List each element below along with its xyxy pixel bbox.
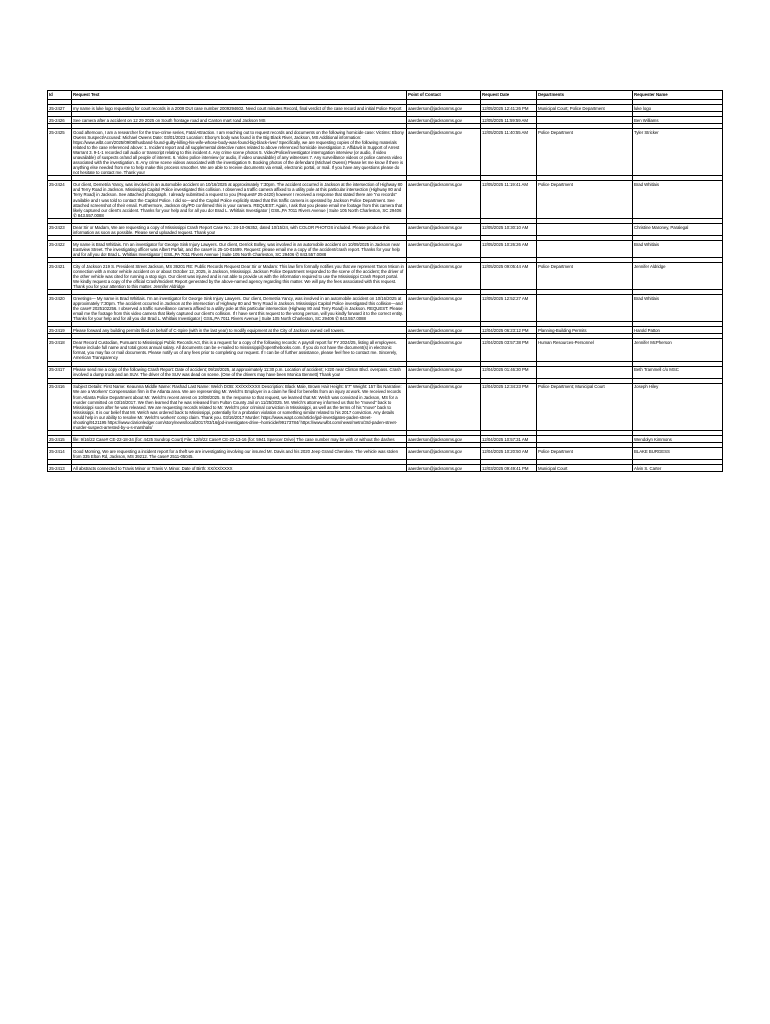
table-body	[48, 100, 723, 472]
request-id: 25-2418	[48, 339, 72, 361]
request-date: 12/04/2025 06:23:12 PM	[481, 327, 537, 334]
table-row	[48, 116, 723, 123]
requester-name: Brad Whitlais	[633, 181, 723, 218]
header-request-text: Request Text	[72, 91, 407, 100]
table-row	[48, 465, 723, 472]
departments	[537, 366, 633, 378]
request-date: 12/04/2025 01:46:30 PM	[481, 366, 537, 378]
request-date: 12/05/2025 12:41:26 PM	[481, 105, 537, 112]
departments: Police Department; Municipal Court	[537, 383, 633, 431]
table-row	[48, 383, 723, 431]
table-row	[48, 181, 723, 218]
request-date: 12/05/2025 10:30:10 AM	[481, 223, 537, 235]
point-of-contact: aaerderson@jacksonms.gov	[407, 383, 481, 431]
point-of-contact: aaerderson@jacksonms.gov	[407, 116, 481, 123]
point-of-contact: aaerderson@jacksonms.gov	[407, 339, 481, 361]
requester-name: luke logo	[633, 105, 723, 112]
request-text: All abstracts connected to Travis Minor or Travis V. Minor. Date of Birth: XX/XX/XXXX	[72, 465, 407, 472]
table-row	[48, 327, 723, 334]
request-id: 25-2417	[48, 366, 72, 378]
request-date: 12/04/2025 03:57:38 PM	[481, 339, 537, 361]
table-row	[48, 223, 723, 235]
requester-name: BLAKE BURGESS	[633, 448, 723, 460]
requester-name: Harold Patton	[633, 327, 723, 334]
header-departments: Departments	[537, 91, 633, 100]
requester-name: Wendolyn Kimmons	[633, 436, 723, 443]
request-id: 25-2423	[48, 223, 72, 235]
request-date: 12/05/2025 09:05:44 AM	[481, 262, 537, 289]
request-text: City of Jackson 219 S. President Street Jackson, MS 39201 RE: Public Records Request Dear Sir or Madam: This law firm formally notifies you that we represent Taron Mixon in connection with a motor vehicle accident on or about October 12, 2025, in Jackson, Mississippi. Jackson Police Department responded to the scene of the accident; the driver of the other vehicle was cited for running a stop sign. Our client was injured and is not able to provide us with the information required to use the Mississippi Crash Report portal. We kindly request a copy of the official Crash/Incident Report generated by the above-named agency regarding this matter. We will pay the fees associated with this request. Thank you for your attention to this matter. Jennifer Aldridge	[72, 262, 407, 289]
table-row	[48, 295, 723, 322]
requester-name: Jennifer Aldridge	[633, 262, 723, 289]
request-text: Please send me a copy of the following Crash Report: Date of accident; 09/18/2025, at approximately 11:30 p.m. Location of accident; I-220 near Clinton Blvd. overpass. Crash involved a dump truck and an SUV. The driver of the SUV was dead on scene. (One of the drivers may have been Monica Bennett) Thank you!	[72, 366, 407, 378]
request-text: Subject Details: First Name: Keaunna Middle Name: Rashad Last Name: Welch DOB: XX/XX/XXXX Description: Black Male, Brown Hair Height: 5'7" Weight: 157 lbs Narrative: We are a Workers' Compensation firm in the Atlanta area. We are representing Mr. Welch's Employer in a claim he filed for benefits from an injury at work. We received records from Atlanta Police Department about Mr. Welch's recent arrest on 10/08/2025. In the response to that request, we learned that Mr. Welch was convicted in Jackson, MS for a murder committed on 03/16/2017. We then learned that he was released from Fulton County Jail on 11/25/2025. Mr. Welch's attorney informed us that he "moved" back to Mississippi soon after he was released. We are requesting records related to Mr. Welch's prior criminal conviction in Mississippi, as well as the terms of his "move" back to Mississippi. It is our belief that Mr. Welch was ordered back to Mississippi, potentially for a probation violation or something similar related to his 2017 conviction. Any details would help in our ability to resolve Mr. Welch's workers' comp claim. Thank you. 03/16/2017 Murder: https://www.wapt.com/article/jpd-investigates-paden-street-shooting/9121195 https://www.clarionledger.com/story/news/local/2017/03/16/jpd-investigates-drive--homicide/99173784/ https://www.wlbt.com/news/metro/3rd-paden-street-murder-suspect-arrested-by-u-s-marshals/	[72, 383, 407, 431]
request-id: 25-2422	[48, 240, 72, 257]
table-row	[48, 240, 723, 257]
departments	[537, 295, 633, 322]
point-of-contact: aaerderson@jacksonms.gov	[407, 105, 481, 112]
point-of-contact: aaerderson@jacksonms.gov	[407, 223, 481, 235]
request-date: 12/05/2025 10:26:26 AM	[481, 240, 537, 257]
table-row	[48, 436, 723, 443]
request-id: 25-2424	[48, 181, 72, 218]
request-id: 25-2413	[48, 465, 72, 472]
request-date: 12/05/2025 11:19:41 AM	[481, 181, 537, 218]
point-of-contact: aaerderson@jacksonms.gov	[407, 366, 481, 378]
requester-name: Jennifer McPherson	[633, 339, 723, 361]
request-id: 25-2425	[48, 128, 72, 176]
requester-name: Alvin S. Carter	[633, 465, 723, 472]
request-text: my name is luke logo requesting for court records in a 2009 DUI case number 2009294602. Need court minutes Record, final verdict of the case record and initial Police Report	[72, 105, 407, 112]
departments: Police Department	[537, 262, 633, 289]
departments: Police Department	[537, 448, 633, 460]
table-row	[48, 366, 723, 378]
table-row	[48, 105, 723, 112]
request-text: My name is Brad Whitlais. I'm an investigator for George Sink Injury Lawyers. Our client, Derrick Bolley, was involved in an automobile accident on 10/09/2025 in Jackson near Eastview Street. The investigating officer was Albert Parfait, and the case# is 25-10-01699. Request: please email me a copy of the accident/crash report. Thanks for your help and for all you do! Brad L. Whitlais Investigator | GSIL,PA 7011 Rivers Avenue | Suite 105 North Charleston, SC 29406 ✆ 843.557.0088	[72, 240, 407, 257]
request-id: 25-2421	[48, 262, 72, 289]
header-id: Id	[48, 91, 72, 100]
requester-name: Beth Trammell c/o MSC	[633, 366, 723, 378]
point-of-contact: aaerderson@jacksonms.gov	[407, 465, 481, 472]
request-id: 25-2415	[48, 436, 72, 443]
records-request-sheet	[47, 90, 722, 472]
departments: Human Resources-Personnel	[537, 339, 633, 361]
header-requester-name: Requester Name	[633, 91, 723, 100]
request-date: 12/05/2025 11:59:59 AM	[481, 116, 537, 123]
point-of-contact: aaerderson@jacksonms.gov	[407, 128, 481, 176]
header-row	[48, 91, 723, 100]
request-text: Good Morning, We are requesting a incident report for a theft we are investigating involving our insured Mr. Davis and his 2020 Jeep Grand Cherokee. The vehicle was stolen from 335 Elton Rd, Jackson, MS 39212. The case# 2511-05045.	[72, 448, 407, 460]
departments	[537, 223, 633, 235]
departments: Municipal Court; Police Department	[537, 105, 633, 112]
request-text: See camera after a accident on 12 29 2025 on South frontage road and Canton mart road Jackson MS	[72, 116, 407, 123]
table-row	[48, 262, 723, 289]
request-text: file: 9/16/22 Case# CE-22-18-34 (for: 4425 Sundrop Court) File: 12/9/22 Case# CE-22-13-16 (for: 5941 Spencer Drive) The case number may be with or without the dashes	[72, 436, 407, 443]
request-text: Dear Record Custodian, Pursuant to Mississippi Public Records Act, this is a request for a copy of the following records: A payroll report for FY 2024/25, listing all employees. Please include full name and total gross annual salary. All documents can be e-mailed to mississippi@openthebooks.com. If you do not have the document(s) in electronic format, you may fax or mail documents. Please notify us of any fees prior to completing our request. If I can be of further assistance, please feel free to contact me. Sincerely, American Transparency	[72, 339, 407, 361]
request-id: 25-2419	[48, 327, 72, 334]
request-text: Dear Sir or Madam, We are requesting a copy of Mississippi Crash Report Case No.: 24-10-06352, dated 10/15/24, with COLOR PHOTOS included. Please produce this information as soon as possible. Please send uploaded request. Thank you!	[72, 223, 407, 235]
departments	[537, 240, 633, 257]
departments: Municipal Court	[537, 465, 633, 472]
table-row	[48, 128, 723, 176]
departments: Planning-Building Permits	[537, 327, 633, 334]
table-row	[48, 448, 723, 460]
requester-name: Ben Williams	[633, 116, 723, 123]
requester-name: Joseph Hiley	[633, 383, 723, 431]
request-id: 25-2427	[48, 105, 72, 112]
request-date: 12/03/2025 09:49:41 PM	[481, 465, 537, 472]
request-date: 12/04/2025 10:57:31 AM	[481, 436, 537, 443]
point-of-contact: aaerderson@jacksonms.gov	[407, 295, 481, 322]
table-row	[48, 339, 723, 361]
request-text: Our client, Demetria Yancy, was involved in an automobile accident on 10/16/2025 at approximately 7:30pm. The accident occurred in Jackson at the intersection of Highway 80 and Terry Road in Jackson. Mississippi Capitol Police investigated this collision. I observed a traffic camera affixed to a utility pole at this particular intersection (Highway 80 and Terry Road) in Jackson. See attached photograph. I already submitted a request to you (Request# 25-2420) however I received a response that stated there are "no records" available and I was told to contact the Capitol Police. I did so—and the Capitol Police explicitly stated that this traffic camera is operated by Jackson Police Department. See attached screenshot of their email. Furthermore, Jackson city/PD confirmed this is your camera. REQUEST: Again, I ask that you please email me footage from this camera that likely captured our client's accident. Thanks for your help and for all you do! Brad L. Whitlais Investigator | GSIL,PA 7011 Rivers Avenue | Suite 105 North Charleston, SC 29406 ✆ 843.557.0088	[72, 181, 407, 218]
requester-name: Brad Whitlais	[633, 295, 723, 322]
header-point-of-contact: Point of Contact	[407, 91, 481, 100]
request-date: 12/04/2025 12:34:23 PM	[481, 383, 537, 431]
point-of-contact: aaerderson@jacksonms.gov	[407, 327, 481, 334]
departments: Police Department	[537, 128, 633, 176]
departments: Police Department	[537, 181, 633, 218]
requester-name: Tyler Stricker	[633, 128, 723, 176]
request-id: 25-2414	[48, 448, 72, 460]
request-id: 25-2416	[48, 383, 72, 431]
point-of-contact: aaerderson@jacksonms.gov	[407, 448, 481, 460]
point-of-contact: aaerderson@jacksonms.gov	[407, 181, 481, 218]
request-text: Please forward any building permits filed on behalf of C-Spire (with in the last year) to modify equipment at the City of Jackson owned cell towers.	[72, 327, 407, 334]
request-text: Good afternoon, I am a researcher for the true-crime series, Fatal Attraction. I am reaching out to request records and documents on the following homicide case: Victims: Ebony Owens Suspect/Accused: Michael Owens Date: 03/01/2023 Location: Ebony's body was found in the Big Black River, Jackson, MS Additional information: https://www.wlbt.com/2025/09/08/husband-found-guilty-killing-his-wife-whose-body-was-found-big-black-river/ Specifically, we are requesting copies of the following materials related to the case referenced above: 1. Incident report and all supplemental detective notes related to above referenced homicide investigation 2. Affidavit in Support of Arrest Warrant 3. 9-1-1 recorded call audio or transcript relating to this incident 4. Any crime scene photos 5. Video/Police/investigator interrogation interview (or audio, if video unavailable) of suspects or/and all people of interest. 6. Video police interview (or audio, if video unavailable) of any witnesses 7. Any surveillance videos or police camera video associated with the investigation. 8. Any crime scene videos associated with the investigation 9. Booking photos of the defendant (Michael Owens) Please let me know if there is anything else needed from me to help make this process smoother. We are able to receive documents via email, electronic portal, or mail. If you have any questions please do not hesitate to contact me. Thank you!	[72, 128, 407, 176]
requester-name: Brad Whitlais	[633, 240, 723, 257]
request-id: 25-2420	[48, 295, 72, 322]
request-text: Greetings— My name is Brad Whitlais. I'm an investigator for George Sink Injury Lawyers. Our client, Demetria Yancy, was involved in an automobile accident on 10/16/2025 at approximately 7:30pm. The accident occurred in Jackson at the intersection of Highway 80 and Terry Road in Jackson. Mississippi Capitol Police investigated this collision—and the case# 2025102256. I observed a traffic surveillance camera affixed to a utility pole at this particular intersection (Highway 80 and Terry Road) in Jackson. REQUEST: Please email me the footage from this video camera that likely captured our client's collision. If I have sent this request to the wrong person, will you kindly forward it to the correct entity. Thanks for your help and for all you do! Brad L. Whitlais Investigator | GSIL,PA 7011 Rivers Avenue | Suite 105 North Charleston, SC 29406 ✆ 843.557.0088	[72, 295, 407, 322]
header-request-date: Request Date	[481, 91, 537, 100]
point-of-contact: aaerderson@jacksonms.gov	[407, 262, 481, 289]
request-date: 12/05/2025 11:40:55 AM	[481, 128, 537, 176]
requester-name: Christine Maroney, Paralegal	[633, 223, 723, 235]
departments	[537, 116, 633, 123]
request-id: 25-2426	[48, 116, 72, 123]
requests-table	[47, 90, 723, 472]
request-date: 12/04/2025 10:20:50 AM	[481, 448, 537, 460]
point-of-contact: aaerderson@jacksonms.gov	[407, 240, 481, 257]
point-of-contact: aaerderson@jacksonms.gov	[407, 436, 481, 443]
request-date: 12/05/2025 12:52:27 AM	[481, 295, 537, 322]
departments	[537, 436, 633, 443]
